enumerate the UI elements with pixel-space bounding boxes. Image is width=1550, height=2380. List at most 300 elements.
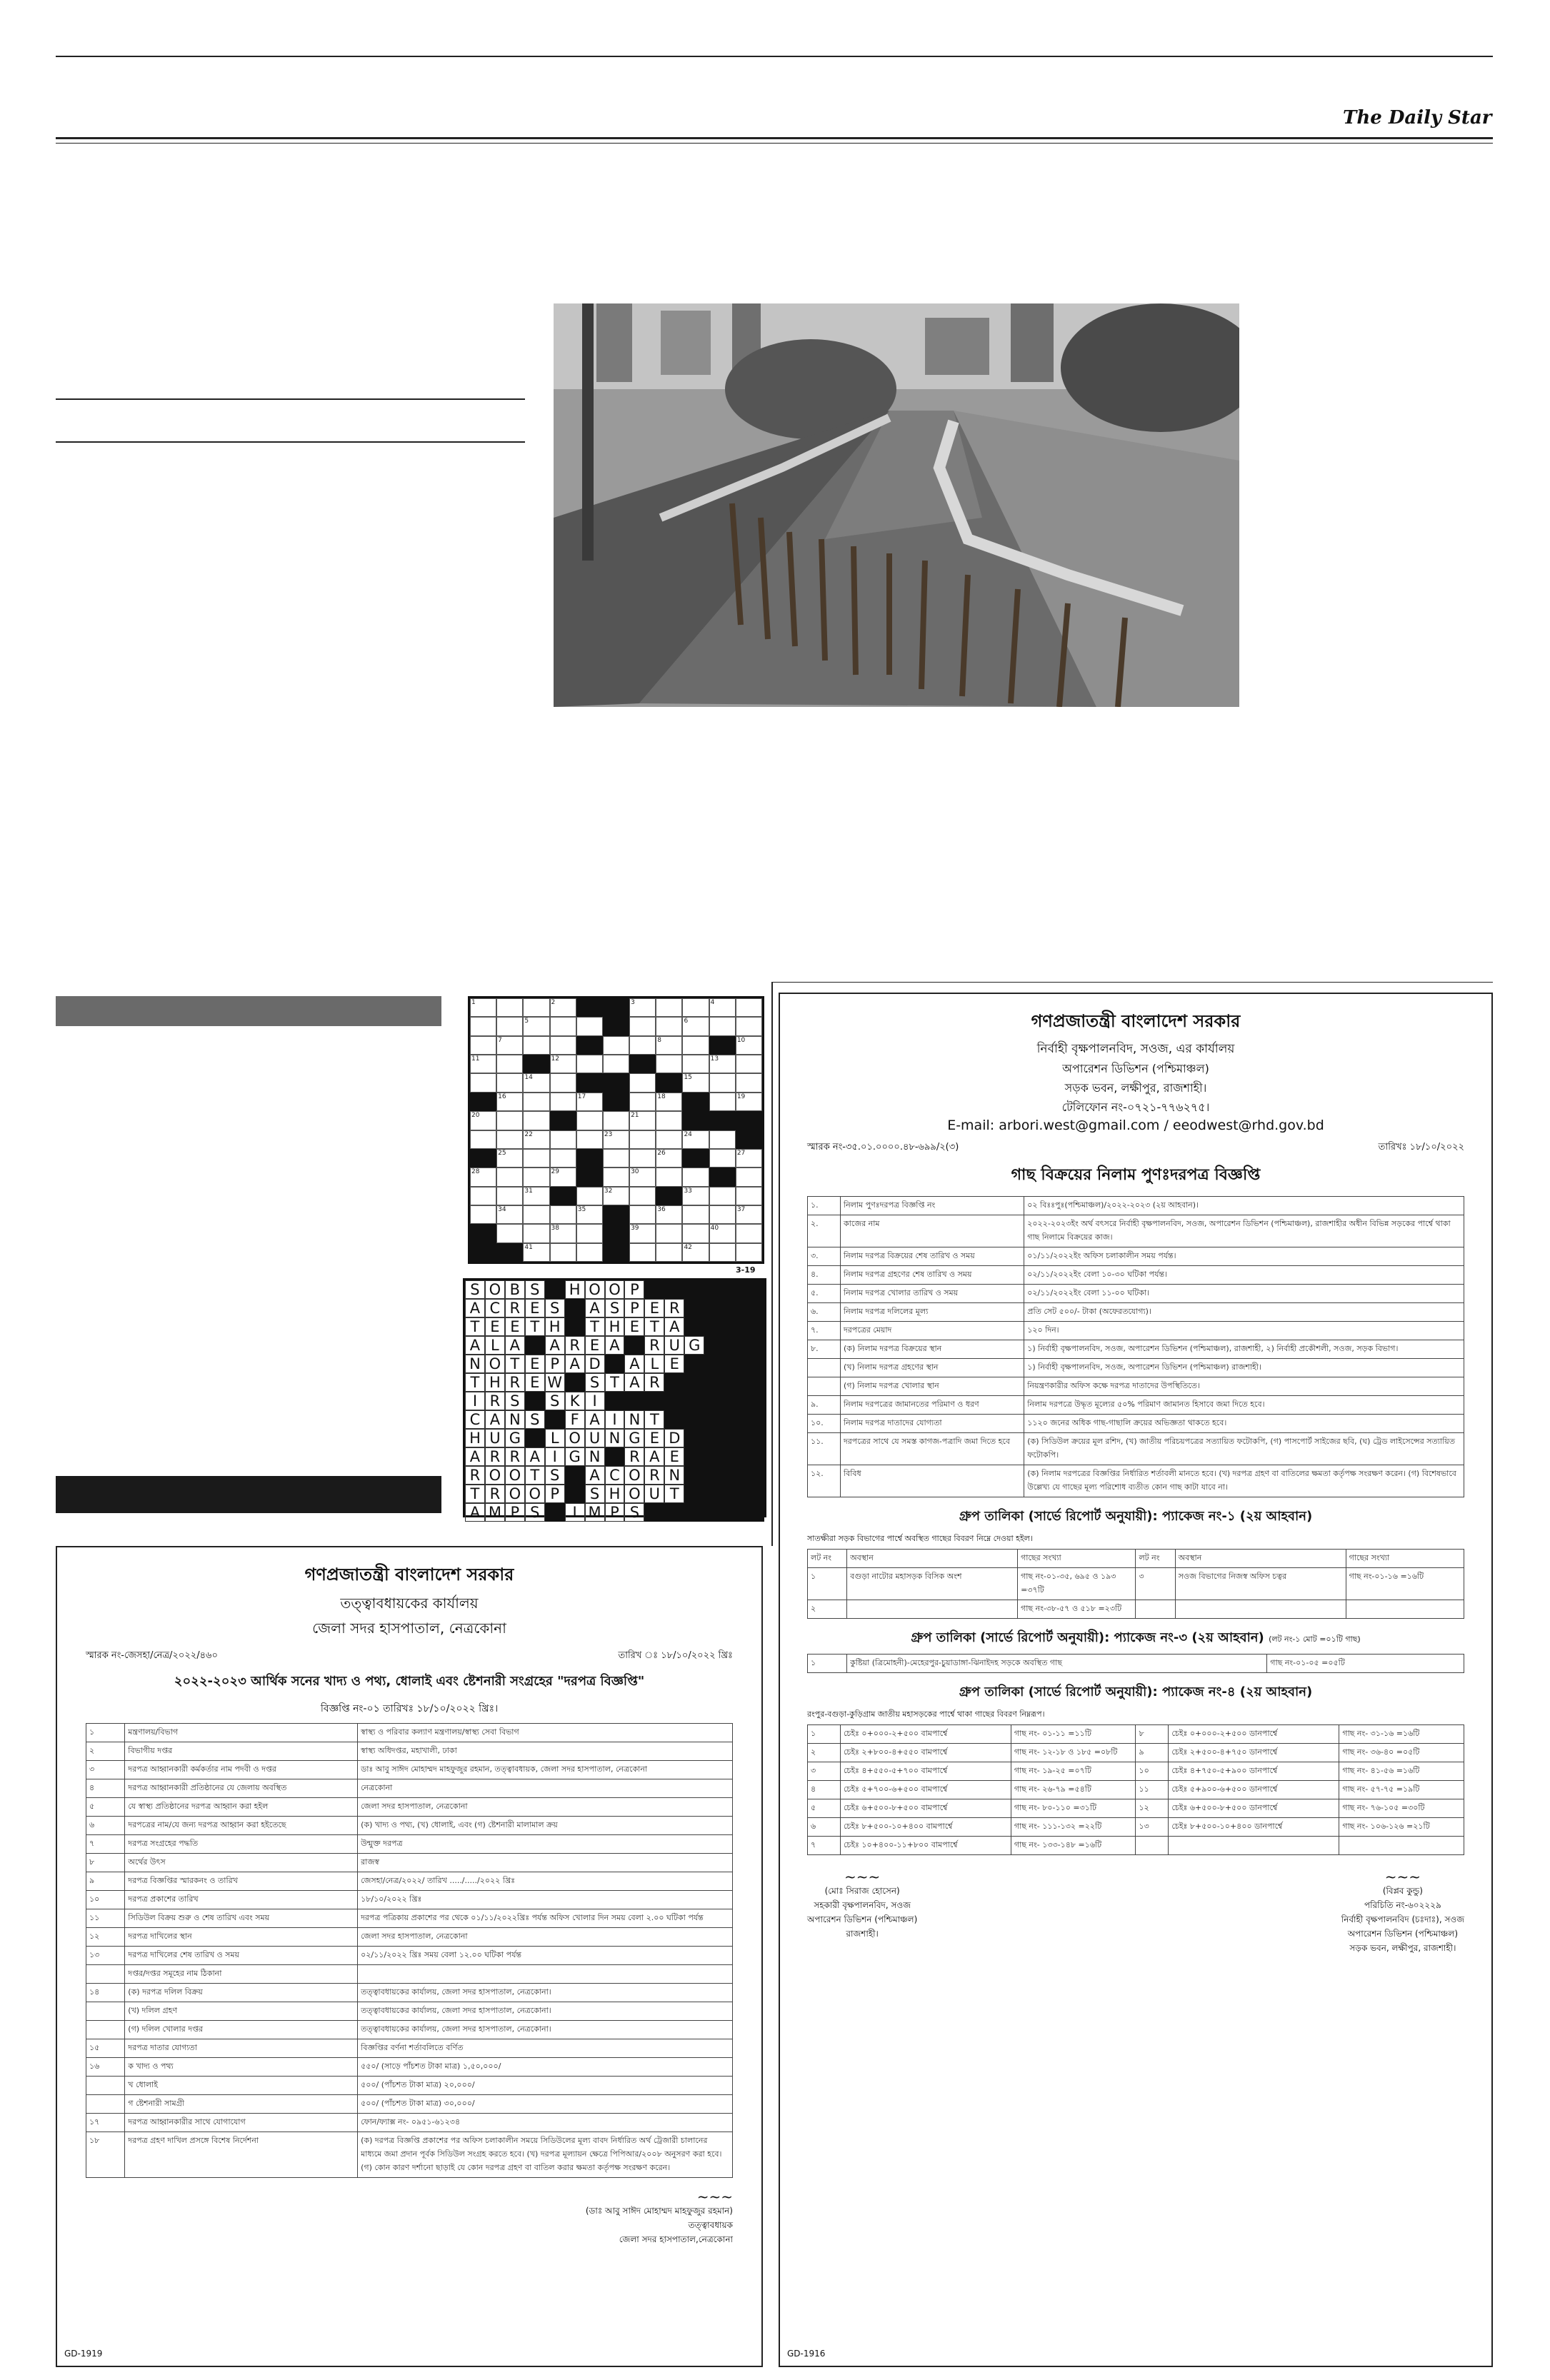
table-row — [808, 1600, 1464, 1619]
crossword-cell — [629, 1149, 656, 1168]
crossword-cell: 10 — [736, 1036, 762, 1055]
table-row — [86, 2132, 733, 2178]
solution-black-cell — [704, 1392, 724, 1410]
table-row — [808, 1247, 1464, 1266]
crossword-cell: 37 — [736, 1205, 762, 1224]
solution-cell: H — [605, 1485, 625, 1503]
solution-cell: S — [624, 1503, 644, 1522]
table-row — [808, 1744, 1464, 1762]
table-cell: গাছ নং- ১১১-১৩২ =২২টি — [1011, 1818, 1136, 1837]
solution-black-cell — [605, 1392, 625, 1410]
crossword-cell — [656, 1224, 682, 1242]
table-cell: ৫ — [808, 1799, 841, 1818]
solution-cell: A — [525, 1447, 545, 1466]
solution-cell: T — [505, 1355, 525, 1373]
table-cell: গাছ নং-০১-১৬ =১৬টি — [1346, 1568, 1464, 1600]
notice-division: অপারেশন ডিভিশন (পশ্চিমাঞ্চল) — [1062, 1062, 1209, 1075]
solution-cell: U — [644, 1485, 664, 1503]
crossword-cell: 17 — [576, 1093, 603, 1111]
crossword-cell — [470, 1073, 496, 1092]
solution-black-cell — [744, 1503, 764, 1522]
table-cell: ০১/১১/২০২২ইং অফিস চলাকালীন সময় পর্যন্ত। — [1024, 1247, 1464, 1266]
solution-black-cell — [744, 1373, 764, 1392]
solution-black-cell — [724, 1355, 744, 1373]
solution-cell: E — [525, 1299, 545, 1317]
crossword-black-cell — [603, 1017, 629, 1035]
crossword-cell: 34 — [496, 1205, 523, 1224]
solution-black-cell — [704, 1429, 724, 1447]
solution-cell: S — [545, 1466, 565, 1485]
solution-cell: A — [585, 1466, 605, 1485]
table-cell: (ক) নিলাম দরপত্রের বিজ্ঞপ্তির নির্ধারিত শর্তাবলী মানতে হবে। (খ) দরপত্র গ্রহণ বা বাতিলের ক্ষমতা কর্তৃপক্ষ সংরক্ষণ করেন। (গ) বিশেষভাবে উল্লেখ্য যে গাছের মূল্য পরিশোধ ব্যতীত কোন গাছ কাটা যাবে না। — [1024, 1465, 1464, 1497]
table-cell: বিজ্ঞপ্তির বর্ণনা শর্তাবলিতে বর্ণিত — [358, 2039, 733, 2058]
crossword-cell — [550, 1130, 576, 1149]
crossword-cell — [523, 1036, 549, 1055]
signature-1 — [807, 1868, 917, 1957]
table-row — [808, 1415, 1464, 1433]
notice-ref-row — [86, 1649, 733, 1664]
solution-cell: E — [664, 1447, 684, 1466]
solution-cell: N — [465, 1355, 485, 1373]
crossword-cell — [576, 1017, 603, 1035]
solution-cell: C — [605, 1466, 625, 1485]
table-cell: ৮ — [86, 1854, 125, 1872]
table-row — [86, 1947, 733, 1965]
table-cell — [86, 1965, 125, 1984]
table-row — [808, 1377, 1464, 1396]
solution-cell: T — [664, 1485, 684, 1503]
table-cell: ৬. — [808, 1303, 841, 1322]
table-cell: তত্ত্বাবধায়কের কার্যালয়, জেলা সদর হাসপাতাল, নেত্রকোনা। — [358, 1984, 733, 2002]
table-row — [808, 1322, 1464, 1340]
solution-cell: H — [605, 1317, 625, 1336]
solution-cell: O — [624, 1485, 644, 1503]
solution-cell: T — [644, 1410, 664, 1429]
crossword-cell: 6 — [682, 1017, 709, 1035]
table-cell: জেলা সদর হাসপাতাল, নেত্রকোনা — [358, 1798, 733, 1817]
solution-black-cell — [724, 1299, 744, 1317]
crossword-black-cell — [656, 1073, 682, 1092]
crossword-cell: 23 — [603, 1130, 629, 1149]
table-cell: চেইঃ ৮+৫০০-১০+৪০০ ডানপার্শ্বে — [1169, 1818, 1339, 1837]
notice-table — [807, 1196, 1464, 1497]
crossword-cell — [629, 1017, 656, 1035]
table-cell: ৮ — [1136, 1725, 1169, 1744]
solution-black-cell — [704, 1355, 724, 1373]
solution-black-cell — [644, 1503, 664, 1522]
table-row — [808, 1215, 1464, 1247]
table-cell: ১০. — [808, 1415, 841, 1433]
solution-black-cell — [545, 1280, 565, 1299]
crossword-cell — [656, 1111, 682, 1130]
crossword-cell — [496, 1130, 523, 1149]
table-cell: ২. — [808, 1215, 841, 1247]
table-cell: গাছ নং- ৮০-১১০ =৩১টি — [1011, 1799, 1136, 1818]
crossword-cell: 20 — [470, 1111, 496, 1130]
table-cell: তত্ত্বাবধায়কের কার্যালয়, জেলা সদর হাসপাতাল, নেত্রকোনা। — [358, 2021, 733, 2039]
solution-black-cell — [744, 1466, 764, 1485]
signature-scribble: ~~~ — [1384, 1868, 1421, 1885]
table-cell — [1175, 1600, 1346, 1619]
table-cell: অবস্থান — [1175, 1550, 1346, 1568]
table-row — [808, 1359, 1464, 1377]
solution-cell: A — [644, 1447, 664, 1466]
table-cell: (ক) সিডিউল ক্রয়ের মূল রশিদ, (খ) জাতীয় পরিচয়পত্রের সত্যায়িত ফটোকপি, (গ) পাসপোর্ট সাইজের ছবি, (ঘ) ট্রেড লাইসেন্সের সত্যায়িত ফটোকপি। — [1024, 1433, 1464, 1465]
notice-hospital: জেলা সদর হাসপাতাল, নেত্রকোনা — [312, 1620, 506, 1637]
solution-black-cell — [704, 1336, 724, 1355]
table-row — [808, 1725, 1464, 1744]
crossword-grid — [468, 996, 764, 1264]
table-row — [86, 2039, 733, 2058]
table-cell: গাছ নং- ০১-১১ =১১টি — [1011, 1725, 1136, 1744]
crossword-cell — [470, 1017, 496, 1035]
solution-cell: E — [644, 1299, 664, 1317]
solution-cell: D — [664, 1429, 684, 1447]
notice-email: E-mail: arbori.west@gmail.com / eeodwest@rhd.gov.bd — [947, 1118, 1324, 1133]
table-cell: ১৫ — [86, 2039, 125, 2058]
sig1-name: (মোঃ সিরাজ হোসেন) — [824, 1886, 900, 1896]
solution-black-cell — [724, 1336, 744, 1355]
solution-cell: T — [585, 1317, 605, 1336]
crossword-black-cell — [470, 1243, 496, 1262]
crossword-black-cell — [682, 1093, 709, 1111]
solution-cell: G — [624, 1429, 644, 1447]
crossword-cell — [709, 1243, 736, 1262]
solution-black-cell — [525, 1336, 545, 1355]
solution-cell: M — [585, 1503, 605, 1522]
sig2-name: (বিপ্লব কুন্ডু) — [1382, 1886, 1423, 1896]
table-row — [808, 1568, 1464, 1600]
crossword-cell — [629, 1093, 656, 1111]
solution-cell: O — [505, 1485, 525, 1503]
solution-black-cell — [644, 1280, 664, 1299]
crossword-black-cell — [576, 1036, 603, 1055]
canal-photo — [554, 303, 1239, 707]
table-cell: ৪ — [808, 1781, 841, 1799]
table-row — [808, 1197, 1464, 1215]
solution-cell: O — [525, 1485, 545, 1503]
crossword-cell — [470, 1036, 496, 1055]
solution-cell: R — [644, 1466, 664, 1485]
left-column-rule-2 — [56, 441, 525, 443]
table-cell: ক খাদ্য ও পথ্য — [125, 2058, 358, 2077]
solution-cell: R — [644, 1336, 664, 1355]
crossword-cell — [576, 1243, 603, 1262]
crossword-cell — [656, 998, 682, 1017]
sig1-title: সহকারী বৃক্ষপালনবিদ, সওজ — [814, 1900, 911, 1910]
crossword-cell: 42 — [682, 1243, 709, 1262]
crossword-cell: 36 — [656, 1205, 682, 1224]
table-cell: তত্ত্বাবধায়কের কার্যালয়, জেলা সদর হাসপাতাল, নেত্রকোনা। — [358, 2002, 733, 2021]
crossword-cell: 18 — [656, 1093, 682, 1111]
solution-black-cell — [565, 1317, 585, 1336]
solution-cell: L — [485, 1336, 505, 1355]
solution-black-cell — [704, 1317, 724, 1336]
table-row — [808, 1762, 1464, 1781]
table-cell: ৩ — [808, 1762, 841, 1781]
table-cell: ৩ — [1136, 1568, 1175, 1600]
notice-code: GD-1919 — [64, 2349, 103, 2359]
table-cell — [847, 1600, 1018, 1619]
crossword-cell: 31 — [523, 1187, 549, 1205]
table-cell — [1339, 1837, 1464, 1855]
signature-2 — [1341, 1868, 1464, 1957]
crossword-cell: 1 — [470, 998, 496, 1017]
solution-cell: G — [684, 1336, 704, 1355]
table-cell: ১) নির্বাহী বৃক্ষপালনবিদ, সওজ, অপারেশন ডিভিশন (পশ্চিমাঞ্চল), রাজশাহী, ২) নির্বাহী প্রকৌশলী, সওজ, সড়ক বিভাগ। — [1024, 1340, 1464, 1359]
crossword-cell: 38 — [550, 1224, 576, 1242]
table-row — [86, 1965, 733, 1984]
solution-black-cell — [724, 1317, 744, 1336]
solution-cell: H — [485, 1373, 505, 1392]
table-cell: ৬ — [86, 1817, 125, 1835]
notice-office: নির্বাহী বৃক্ষপালনবিদ, সওজ, এর কার্যালয় — [1036, 1042, 1235, 1056]
table-row — [86, 2114, 733, 2132]
table-cell: ১২০ দিন। — [1024, 1322, 1464, 1340]
solution-cell: T — [465, 1485, 485, 1503]
solution-cell: R — [505, 1447, 525, 1466]
solution-black-cell — [525, 1429, 545, 1447]
solution-cell: I — [565, 1503, 585, 1522]
table-cell — [86, 2021, 125, 2039]
crossword-cell — [709, 1093, 736, 1111]
table-cell — [1136, 1600, 1175, 1619]
table-cell: দরপত্রের সাথে যে সমস্ত কাগজ-পত্রাদি জমা দিতে হবে — [840, 1433, 1024, 1465]
solution-cell: S — [525, 1410, 545, 1429]
table-row — [86, 1742, 733, 1761]
table-cell: বিভাগীয় দপ্তর — [125, 1742, 358, 1761]
solution-cell: E — [664, 1355, 684, 1373]
table-cell: ১৩ — [1136, 1818, 1169, 1837]
crossword-black-cell — [736, 1111, 762, 1130]
signer-office: জেলা সদর হাসপাতাল,নেত্রকোনা — [619, 2234, 733, 2244]
solution-cell: R — [485, 1392, 505, 1410]
table-cell: প্রতি সেট ৫০০/- টাকা (অফেরতযোগ্য)। — [1024, 1303, 1464, 1322]
table-cell: ১২ — [86, 1928, 125, 1947]
package-3-title — [807, 1627, 1464, 1650]
solution-black-cell — [565, 1466, 585, 1485]
crossword-cell — [656, 1017, 682, 1035]
table-cell: গ ষ্টেশনারী সামগ্রী — [125, 2095, 358, 2114]
table-cell: জেসহা/নেত্র/২০২২/ তারিখ ...../...../২০২২ খ্রিঃ — [358, 1872, 733, 1891]
solution-black-cell — [724, 1429, 744, 1447]
crossword-cell — [603, 1168, 629, 1186]
signature-block — [807, 1868, 1464, 1957]
solution-cell: E — [525, 1355, 545, 1373]
table-cell: নিয়ন্ত্রণকারীর অফিস কক্ষে দরপত্র দাতাদের উপস্থিতিতে। — [1024, 1377, 1464, 1396]
solution-cell: A — [565, 1355, 585, 1373]
table-row — [808, 1550, 1464, 1568]
crossword-cell — [656, 1130, 682, 1149]
table-cell: গাছ নং- ১৩৩-১৪৮ =১৬টি — [1011, 1837, 1136, 1855]
solution-cell: H — [465, 1429, 485, 1447]
table-cell: ১১২০ জনের অধিক গাছ-গাছালি ক্রয়ের অভিজ্ঞতা থাকতে হবে। — [1024, 1415, 1464, 1433]
solution-cell: O — [585, 1280, 605, 1299]
crossword-cell: 14 — [523, 1073, 549, 1092]
crossword-solution-grid — [463, 1278, 766, 1521]
crossword-cell — [550, 1036, 576, 1055]
table-cell: নেত্রকোনা — [358, 1779, 733, 1798]
solution-black-cell — [525, 1392, 545, 1410]
solution-cell: I — [605, 1410, 625, 1429]
package-4-title: গ্রুপ তালিকা (সার্ভে রিপোর্ট অনুযায়ী): প্যাকেজ নং-৪ (২য় আহবান) — [959, 1684, 1313, 1699]
crossword-cell — [550, 1073, 576, 1092]
table-cell: সিডিউল বিক্রয় শুরু ও শেষ তারিখ এবং সময় — [125, 1909, 358, 1928]
table-cell: নিলাম পুণঃদরপত্র বিজ্ঞপ্তি নং — [840, 1197, 1024, 1215]
notice-ref-row — [807, 1140, 1464, 1155]
solution-cell: N — [585, 1447, 605, 1466]
table-cell: ৫৫০/ (সাড়ে পাঁচশত টাকা মাত্র) ১,৫০,০০০/ — [358, 2058, 733, 2077]
solution-cell: N — [624, 1410, 644, 1429]
solution-cell: O — [624, 1466, 644, 1485]
top-rule — [56, 56, 1493, 57]
solution-black-cell — [724, 1280, 744, 1299]
table-cell: চেইঃ ২+৫০০-৪+৭৫০ ডানপার্শ্বে — [1169, 1744, 1339, 1762]
solution-black-cell — [545, 1503, 565, 1522]
solution-cell: R — [465, 1466, 485, 1485]
table-row — [86, 1928, 733, 1947]
table-cell: ০২/১১/২০২২ খ্রিঃ সময় বেলা ১২.০০ ঘটিকা পর্যন্ত — [358, 1947, 733, 1965]
sig1-div: অপারেশন ডিভিশন (পশ্চিমাঞ্চল) — [807, 1914, 918, 1924]
notice-memo: স্মারক নং-জেসহা/নেত্র/২০২২/৪৬০ — [86, 1650, 218, 1661]
table-cell: গাছ নং- ৩৬-৪০ =০৫টি — [1339, 1744, 1464, 1762]
solution-cell: P — [624, 1299, 644, 1317]
solution-cell: R — [624, 1447, 644, 1466]
notice-subtitle: বিজ্ঞপ্তি নং-০১ তারিখঃ ১৮/১০/২০২২ খ্রিঃ। — [320, 1703, 499, 1714]
table-cell: ৫. — [808, 1285, 841, 1303]
solution-cell: S — [545, 1299, 565, 1317]
table-row — [86, 2002, 733, 2021]
solution-black-cell — [704, 1373, 724, 1392]
crossword-cell: 28 — [470, 1168, 496, 1186]
crossword-cell: 22 — [523, 1130, 549, 1149]
solution-black-cell — [744, 1317, 764, 1336]
signature-scribble: ~~~ — [696, 2188, 733, 2205]
crossword-cell: 4 — [709, 998, 736, 1017]
table-row — [86, 2058, 733, 2077]
crossword-black-cell — [709, 1111, 736, 1130]
crossword-black-cell — [603, 1093, 629, 1111]
table-cell: ১ — [808, 1568, 847, 1600]
solution-cell: L — [545, 1429, 565, 1447]
table-cell: (গ) নিলাম দরপত্র খোলার স্থান — [840, 1377, 1024, 1396]
crossword-cell — [550, 1093, 576, 1111]
table-cell: ১ — [808, 1655, 847, 1673]
solution-cell: T — [465, 1373, 485, 1392]
table-cell: স্বাস্থ্য ও পরিবার কল্যাণ মন্ত্রণালয়/স্বাস্থ্য সেবা বিভাগ — [358, 1724, 733, 1742]
crossword-cell — [656, 1243, 682, 1262]
table-cell: দপ্তর/দপ্তর সমূহের নাম ঠিকানা — [125, 1965, 358, 1984]
table-cell: লট নং — [808, 1550, 847, 1568]
table-cell: ৯. — [808, 1396, 841, 1415]
solution-black-cell — [744, 1392, 764, 1410]
table-cell: ১৮/১০/২০২২ খ্রিঃ — [358, 1891, 733, 1909]
table-cell: ৭ — [86, 1835, 125, 1854]
solution-black-cell — [664, 1410, 684, 1429]
solution-cell: S — [465, 1280, 485, 1299]
solution-cell: N — [605, 1429, 625, 1447]
table-cell: জেলা সদর হাসপাতাল, নেত্রকোনা — [358, 1928, 733, 1947]
table-cell: নিলাম দরপত্র বিক্রয়ের শেষ তারিখ ও সময় — [840, 1247, 1024, 1266]
solution-black-cell — [724, 1466, 744, 1485]
solution-black-cell — [624, 1336, 644, 1355]
solution-black-cell — [724, 1410, 744, 1429]
solution-black-cell — [684, 1392, 704, 1410]
solution-black-cell — [744, 1447, 764, 1466]
table-row — [86, 1891, 733, 1909]
table-cell: ১২. — [808, 1465, 841, 1497]
solution-cell: A — [545, 1336, 565, 1355]
table-row — [808, 1396, 1464, 1415]
table-cell — [86, 2095, 125, 2114]
solution-cell: S — [585, 1485, 605, 1503]
solution-cell: R — [505, 1299, 525, 1317]
sig2-id: পরিচিতি নং-৬০২২২৯ — [1364, 1900, 1441, 1910]
crossword-cell: 35 — [576, 1205, 603, 1224]
crossword-cell: 30 — [629, 1168, 656, 1186]
table-cell: গাছ নং- ৪১-৫৬ =১৬টি — [1339, 1762, 1464, 1781]
solution-cell: T — [525, 1317, 545, 1336]
table-cell: দরপত্র সংগ্রহের পদ্ধতি — [125, 1835, 358, 1854]
table-row — [808, 1340, 1464, 1359]
notice-title: ২০২২-২০২৩ আর্থিক সনের খাদ্য ও পথ্য, ধোলাই এবং ষ্টেশনারী সংগ্রহের "দরপত্র বিজ্ঞপ্তি" — [174, 1674, 645, 1689]
solution-cell: A — [605, 1336, 625, 1355]
solution-black-cell — [704, 1485, 724, 1503]
solution-black-cell — [744, 1429, 764, 1447]
table-cell — [358, 1965, 733, 1984]
solution-cell: P — [624, 1280, 644, 1299]
table-cell: (গ) দলিল খোলার দপ্তর — [125, 2021, 358, 2039]
crossword-cell — [736, 1055, 762, 1073]
solution-black-cell — [684, 1429, 704, 1447]
crossword-cell — [523, 1093, 549, 1111]
solution-cell: T — [605, 1373, 625, 1392]
table-cell: চেইঃ ৬+৫০০-৮+৫০০ ডানপার্শ্বে — [1169, 1799, 1339, 1818]
solution-black-cell — [684, 1503, 704, 1522]
crossword-cell: 12 — [550, 1055, 576, 1073]
solution-black-cell — [664, 1392, 684, 1410]
solution-cell: T — [644, 1317, 664, 1336]
crossword-cell — [709, 1149, 736, 1168]
table-cell: চেইঃ ৮+৫০০-১০+৪০০ বামপার্শ্বে — [840, 1818, 1011, 1837]
solution-black-cell — [684, 1355, 704, 1373]
solution-cell: E — [485, 1317, 505, 1336]
solution-black-cell — [724, 1503, 744, 1522]
solution-cell: R — [565, 1336, 585, 1355]
notice-govt: গণপ্রজাতন্ত্রী বাংলাদেশ সরকার — [304, 1565, 514, 1585]
crossword-cell: 39 — [629, 1224, 656, 1242]
table-cell: দরপত্র দাখিলের স্থান — [125, 1928, 358, 1947]
crossword-cell — [523, 1224, 549, 1242]
table-cell: ৪. — [808, 1266, 841, 1285]
crossword-cell — [629, 1073, 656, 1092]
table-cell: ৫০০/ (পাঁচশত টাকা মাত্র) ৩০,০০০/ — [358, 2095, 733, 2114]
notice-signature — [86, 2188, 733, 2248]
notice-address: সড়ক ভবন, লক্ষীপুর, রাজশাহী। — [1064, 1081, 1207, 1095]
solution-cell: R — [505, 1373, 525, 1392]
table-cell: গাছ নং- ৩১-১৬ =১৬টি — [1339, 1725, 1464, 1744]
crossword-black-cell — [603, 1205, 629, 1224]
notice-table — [86, 1723, 733, 2178]
solution-cell: H — [545, 1317, 565, 1336]
table-cell: ২ — [808, 1744, 841, 1762]
solution-cell: O — [485, 1280, 505, 1299]
table-cell: গাছের সংখ্যা — [1018, 1550, 1136, 1568]
solution-cell: G — [565, 1447, 585, 1466]
crossword-cell — [523, 1168, 549, 1186]
table-cell: ৫০০/ (পাঁচশত টাকা মাত্র) ২০,০০০/ — [358, 2077, 733, 2095]
crossword-black-cell — [682, 1149, 709, 1168]
